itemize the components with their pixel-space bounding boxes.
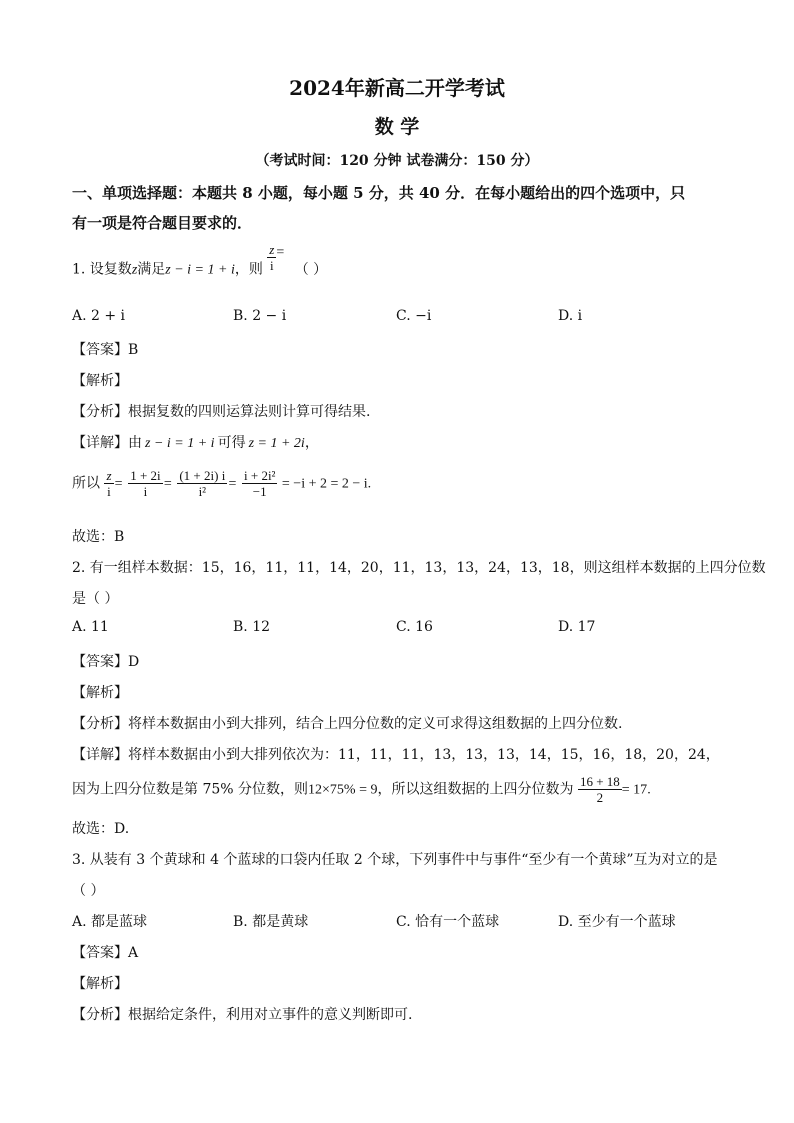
q2-answer-value: D	[128, 654, 140, 670]
q1-xiangjie-a: 由	[128, 435, 142, 451]
q1-analysis-label: 【解析】	[72, 373, 128, 389]
q1-stem-eq: z − i = 1 + i	[165, 262, 235, 278]
exam-info: （考试时间：120 分钟 试卷满分：150 分）	[255, 153, 539, 169]
q1-calc-f4-num: i + 2i²	[244, 468, 276, 483]
q1-calc-f1-num: z	[106, 468, 112, 483]
q1-calc-f2-den: i	[143, 484, 148, 499]
q2-fenxi	[72, 713, 622, 733]
q1-stem-fraction	[267, 242, 276, 273]
q3-fenxi	[72, 1004, 412, 1024]
q1-answer-label: 【答案】	[72, 342, 128, 358]
q2-calculation	[72, 774, 651, 805]
q2-fenxi-label: 【分析】	[72, 716, 128, 732]
q3-fenxi-label: 【分析】	[72, 1007, 128, 1023]
q2-line2-end: .	[647, 782, 651, 798]
q2-xiangjie	[72, 744, 720, 764]
q3-answer	[72, 942, 138, 962]
q2-analysis-label: 【解析】	[72, 685, 128, 701]
q1-calc-frac2	[128, 468, 162, 499]
q1-calc-f3-den: i²	[198, 484, 207, 499]
q1-answer-value: B	[128, 342, 139, 358]
q3-analysis-label: 【解析】	[72, 976, 128, 992]
q1-stem-var: z	[131, 262, 138, 278]
q1-option-c: C. −i	[396, 308, 432, 324]
q1-fenxi-text: 根据复数的四则运算法则计算可得结果.	[128, 404, 371, 420]
q2-option-b: B. 12	[233, 619, 271, 635]
q1-xiangjie-b: 可得	[217, 435, 246, 451]
q2-fenxi-text: 将样本数据由小到大排列，结合上四分位数的定义可求得这组数据的上四分位数.	[128, 716, 623, 732]
q1-calc-frac3	[177, 468, 227, 499]
q1-calc-f3-num: (1 + 2i) i	[179, 468, 226, 483]
q1-eq-sign: =	[276, 244, 285, 260]
q1-frac-num: z	[269, 242, 275, 257]
q1-xiangjie-label: 【详解】	[72, 435, 128, 451]
q2-option-d: D. 17	[558, 619, 596, 635]
q3-option-a: A. 都是蓝球	[72, 914, 148, 930]
q1-option-b: B. 2 − i	[233, 308, 287, 324]
q1-calc-f2-num: 1 + 2i	[130, 468, 161, 483]
q1-xiangjie	[72, 432, 319, 452]
q3-option-c: C. 恰有一个蓝球	[396, 914, 500, 930]
q1-fenxi	[72, 401, 370, 421]
q1-calc-f1-den: i	[107, 484, 111, 499]
q1-xiangjie-eq2: z = 1 + 2i	[248, 436, 305, 451]
q1-paren: （ ）	[294, 261, 328, 278]
q2-xiangjie-text: 将样本数据由小到大排列依次为：11，11，11，13，13，13，14，15，16，18，20，24，	[128, 747, 720, 763]
q1-calc-tail: = −i + 2 = 2 − i	[281, 476, 368, 492]
q2-line2-eq: 12×75% = 9	[308, 782, 378, 798]
q1-xiangjie-c: ，	[304, 435, 319, 451]
q1-calc-f4-den: −1	[252, 484, 267, 499]
q2-option-c: C. 16	[396, 619, 433, 635]
q1-calc-frac1	[104, 468, 113, 499]
q3-answer-value: A	[128, 945, 139, 961]
q2-answer	[72, 651, 139, 671]
q1-stem-mid: 满足	[137, 261, 166, 278]
section-heading-line1: 一、单项选择题：本题共 8 小题，每小题 5 分，共 40 分．在每小题给出的四个选项中，只	[72, 184, 686, 202]
q1-suoyi: 所以	[72, 475, 100, 492]
q1-guxuan: 故选：B	[72, 529, 125, 545]
question-2-stem-line1: 2. 有一组样本数据：15，16，11，11，14，20，11，13，13，24，13，18，则这组样本数据的上四分位数	[72, 560, 766, 576]
question-3-stem-line1: 3. 从装有 3 个黄球和 4 个蓝球的口袋内任取 2 个球，下列事件中与事件“至少有一个黄球”互为对立的是	[72, 852, 718, 868]
q1-stem-then: ，则	[234, 261, 263, 278]
question-1-stem	[72, 242, 328, 285]
section-heading-line2: 有一项是符合题目要求的．	[72, 214, 253, 232]
q3-option-b: B. 都是黄球	[233, 914, 309, 930]
q2-frac-den: 2	[596, 790, 604, 805]
exam-title: 2024年新高二开学考试	[289, 76, 505, 100]
q1-fenxi-label: 【分析】	[72, 404, 128, 420]
q2-frac-num: 16 + 18	[579, 774, 620, 789]
q2-guxuan: 故选：D.	[72, 821, 130, 837]
q2-line2-b: ，所以这组数据的上四分位数为	[377, 781, 574, 798]
q2-option-a: A. 11	[72, 619, 109, 635]
q3-answer-label: 【答案】	[72, 945, 128, 961]
question-3-stem-line2: （ ）	[72, 883, 105, 899]
q1-frac-den: i	[270, 258, 274, 273]
q2-frac-tail: = 17	[621, 782, 648, 798]
q3-fenxi-text: 根据给定条件，利用对立事件的意义判断即可.	[128, 1007, 413, 1023]
q1-option-d: D. i	[558, 308, 583, 324]
q1-option-a: A. 2 + i	[72, 308, 126, 324]
q1-calc-end: .	[367, 476, 372, 492]
q1-calculation: 所以 $\frac{z}{i}$ = $\frac{1 + 2i}{i}$ = $\frac{(1 + 2i) i}{\text{i²}}$ = $\frac{\text{i + 2i²}}{-1}$ = −i + 2 = 2 − i.	[72, 468, 372, 499]
q1-calc-frac4	[242, 468, 277, 499]
question-2-stem-line2: 是（ ）	[72, 591, 119, 607]
q1-answer	[72, 339, 138, 359]
q2-line2-a: 因为上四分位数是第 75% 分位数，则	[72, 781, 309, 798]
q3-option-d: D. 至少有一个蓝球	[558, 914, 676, 930]
q1-stem-prefix: 1. 设复数	[72, 261, 132, 278]
q2-answer-label: 【答案】	[72, 654, 128, 670]
q2-xiangjie-label: 【详解】	[72, 747, 128, 763]
subject-title: 数 学	[374, 116, 420, 138]
q1-xiangjie-eq1: z − i = 1 + i	[145, 436, 215, 451]
q2-frac	[578, 774, 622, 805]
